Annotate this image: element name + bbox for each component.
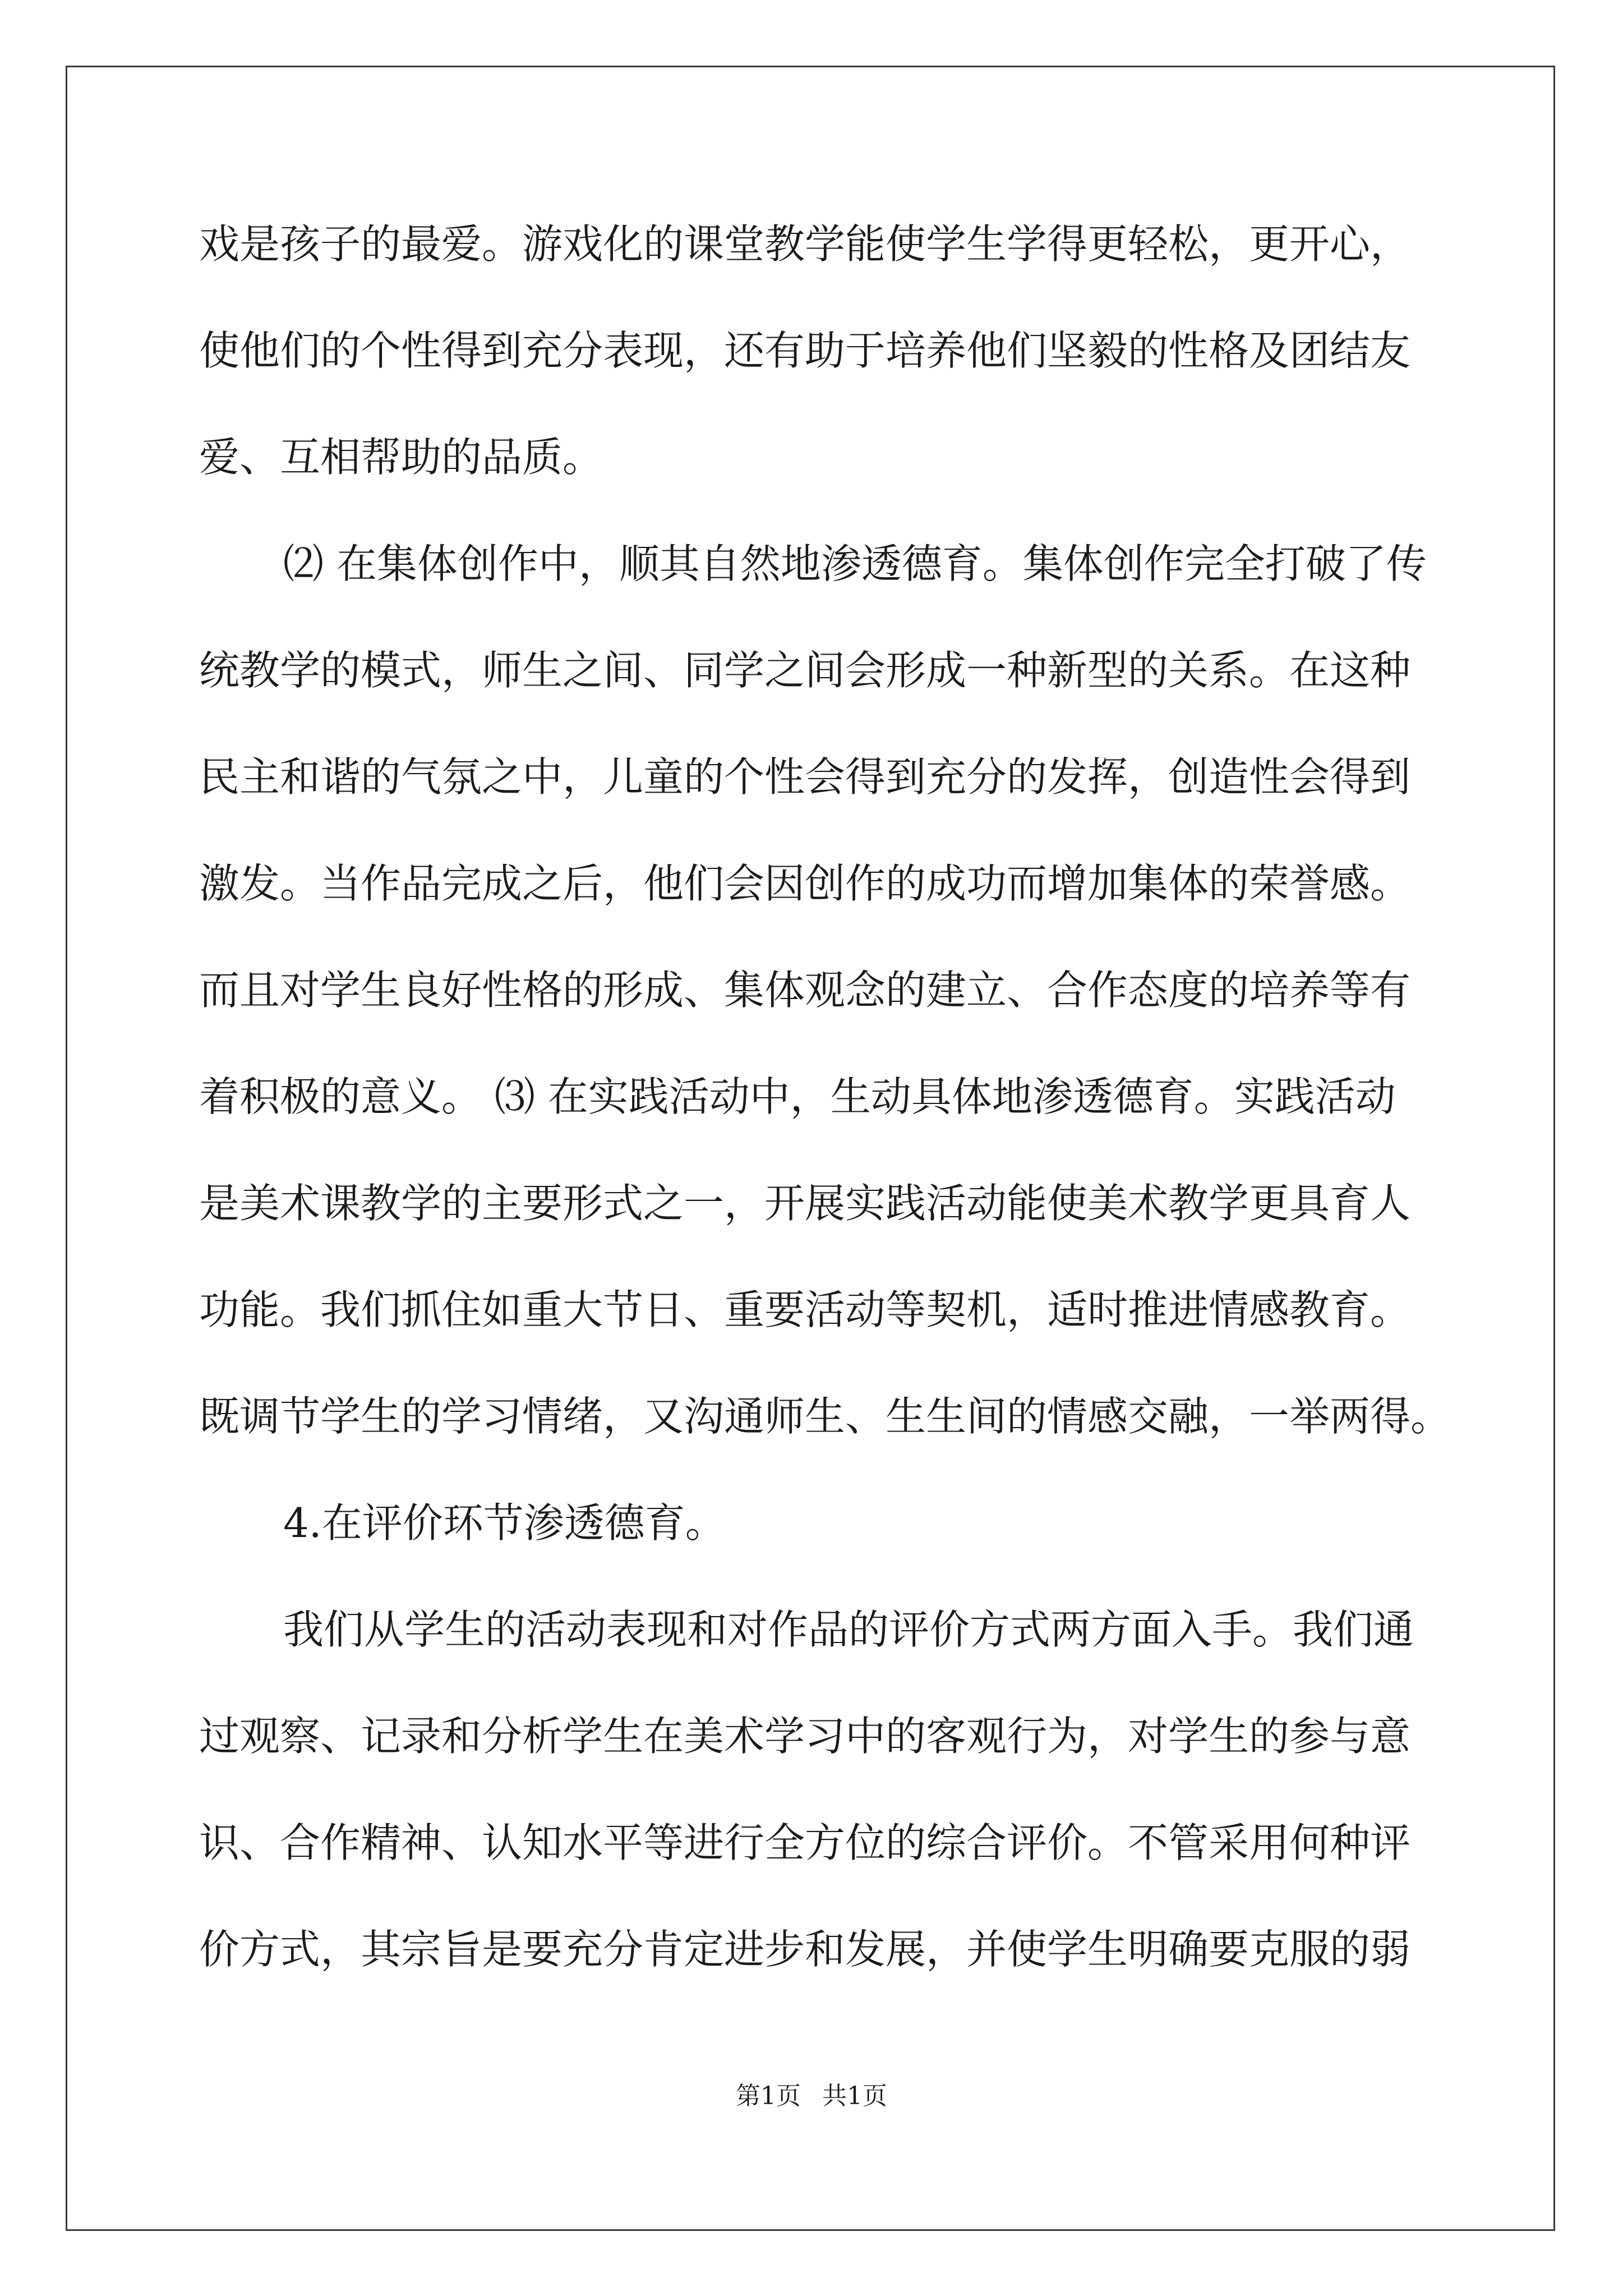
text-line: 民主和谐的气氛之中，儿童的个性会得到充分的发挥，创造性会得到 [199, 753, 1411, 800]
text-line: 过观察、记录和分析学生在美术学习中的客观行为，对学生的参与意 [199, 1713, 1411, 1760]
text-line: 而且对学生良好性格的形成、集体观念的建立、合作态度的培养等有 [199, 967, 1411, 1014]
document-body [199, 191, 1451, 2003]
text-line: 统教学的模式，师生之间、同学之间会形成一种新型的关系。在这种 [199, 647, 1411, 694]
section-heading: 4.在评价环节渗透德育。 [283, 1499, 726, 1547]
text-line: 戏是孩子的最爱。游戏化的课堂教学能使学生学得更轻松，更开心， [199, 220, 1411, 268]
text-line: 激发。当作品完成之后，他们会因创作的成功而增加集体的荣誉感。 [199, 860, 1411, 907]
text-line: 价方式，其宗旨是要充分肯定进步和发展，并使学生明确要克服的弱 [199, 1926, 1411, 1973]
page-number: 第1页 [736, 2082, 801, 2110]
text-line: 爱、互相帮助的品质。 [199, 434, 603, 481]
text-line: 识、合作精神、认知水平等进行全方位的综合评价。不管采用何种评 [199, 1819, 1411, 1866]
text-line: 使他们的个性得到充分表现，还有助于培养他们坚毅的性格及团结友 [199, 327, 1411, 374]
text-line: 我们从学生的活动表现和对作品的评价方式两方面入手。我们通 [283, 1606, 1414, 1653]
page-total: 共1页 [822, 2082, 887, 2110]
text-line: 既调节学生的学习情绪，又沟通师生、生生间的情感交融，一举两得。 [199, 1393, 1451, 1440]
text-line: ⑵ 在集体创作中，顺其自然地渗透德育。集体创作完全打破了传 [283, 540, 1427, 587]
text-line: 是美术课教学的主要形式之一，开展实践活动能使美术教学更具育人 [199, 1180, 1411, 1227]
text-line: 着积极的意义。 ⑶ 在实践活动中，生动具体地渗透德育。实践活动 [199, 1073, 1396, 1120]
page-footer [0, 2076, 1623, 2111]
text-line: 功能。我们抓住如重大节日、重要活动等契机，适时推进情感教育。 [199, 1286, 1411, 1333]
